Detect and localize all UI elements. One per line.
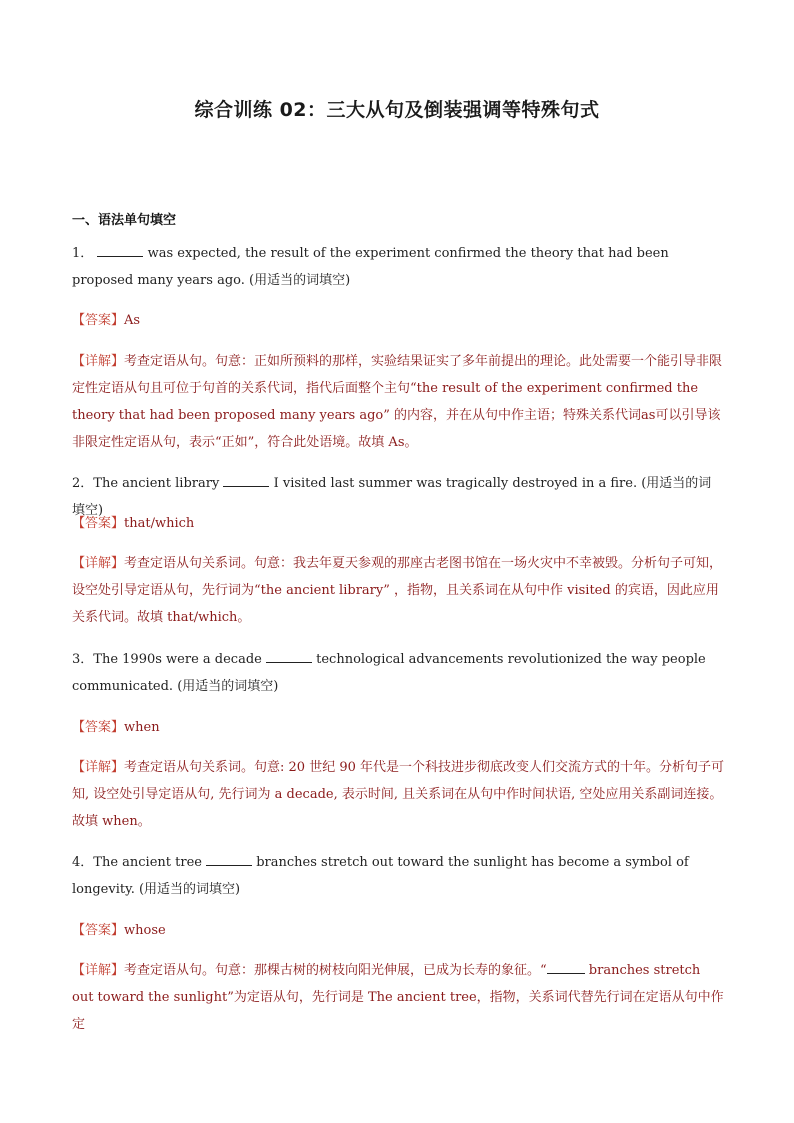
question-4 (72, 849, 724, 903)
answer-value: that/which (124, 516, 195, 531)
detail-1 (72, 348, 724, 456)
question-3 (72, 646, 724, 700)
question-1 (72, 240, 724, 294)
question-number: 2． (72, 476, 94, 491)
detail-tag: 【详解】 (72, 556, 125, 571)
answer-value: whose (124, 923, 166, 938)
question-text: was expected, the result of the experiment confirmed the theory that had been proposed many years ago. (用适当的词填空) (72, 246, 669, 288)
detail-4 (72, 957, 724, 1038)
question-number: 1． (72, 246, 94, 261)
question-number: 4． (72, 855, 94, 870)
answer-2 (72, 510, 724, 537)
answer-blank (206, 851, 252, 866)
question-text-before: The ancient tree (93, 855, 207, 870)
answer-blank (223, 472, 269, 487)
detail-2 (72, 550, 724, 631)
question-text-before: The 1990s were a decade (93, 652, 266, 667)
answer-blank (97, 242, 143, 257)
detail-tag: 【详解】 (72, 354, 125, 369)
answer-value: when (124, 720, 160, 735)
question-text-before: The ancient library (93, 476, 224, 491)
detail-text: 考查定语从句。句意：正如所预料的那样，实验结果证实了多年前提出的理论。此处需要一个能引导非限定性定语从句且可位于句首的关系代词，指代后面整个主句“the result of the experiment confirmed the theory that had been proposed many years ago” 的内容，并在从句中作主语；特殊关系代词as可以引导该非限定性定语从句，表示“正如”，符合此处语境。故填 As。 (72, 354, 723, 450)
detail-tag: 【详解】 (72, 760, 125, 775)
detail-tag: 【详解】 (72, 963, 125, 978)
answer-tag: 【答案】 (72, 923, 125, 938)
answer-blank (547, 959, 585, 974)
question-text: I visited last summer was tragically destroyed in a fire. (用适当的词填空) (72, 476, 712, 518)
section-heading: 一、语法单句填空 (72, 213, 177, 228)
answer-value: As (124, 313, 141, 328)
answer-4 (72, 917, 724, 944)
question-text: branches stretch out toward the sunlight has become a symbol of longevity. (用适当的词填空) (72, 855, 689, 897)
page-title: 综合训练 02：三大从句及倒装强调等特殊句式 (194, 99, 600, 121)
detail-text: 考查定语从句关系词。句意: 20 世纪 90 年代是一个科技进步彻底改变人们交流方式的十年。分析句子可知, 设空处引导定语从句, 先行词为 a decade, 表示时间, 且关系词在从句中作时间状语, 空处应用关系副词连接。故填 when。 (72, 760, 725, 829)
question-text: technological advancements revolutionized the way people communicated. (用适当的词填空) (72, 652, 706, 694)
answer-3 (72, 714, 724, 741)
answer-tag: 【答案】 (72, 516, 125, 531)
detail-text: 考查定语从句关系词。句意：我去年夏天参观的那座古老图书馆在一场火灾中不幸被毁。分析句子可知，设空处引导定语从句，先行词为“the ancient library” ，指物，且关系词在从句中作 visited 的宾语，因此应用关系代词。故填 that/which。 (72, 556, 723, 625)
question-number: 3． (72, 652, 94, 667)
answer-1 (72, 307, 724, 334)
detail-text-b: branches stretch out toward the sunlight”为定语从句，先行词是 The ancient tree，指物，关系词代替先行词在定语从句中作定 (72, 963, 724, 1032)
detail-3 (72, 754, 724, 835)
detail-text-a: 考查定语从句。句意：那棵古树的树枝向阳光伸展，已成为长寿的象征。“ (124, 963, 547, 978)
answer-tag: 【答案】 (72, 313, 125, 328)
answer-blank (266, 648, 312, 663)
answer-tag: 【答案】 (72, 720, 125, 735)
